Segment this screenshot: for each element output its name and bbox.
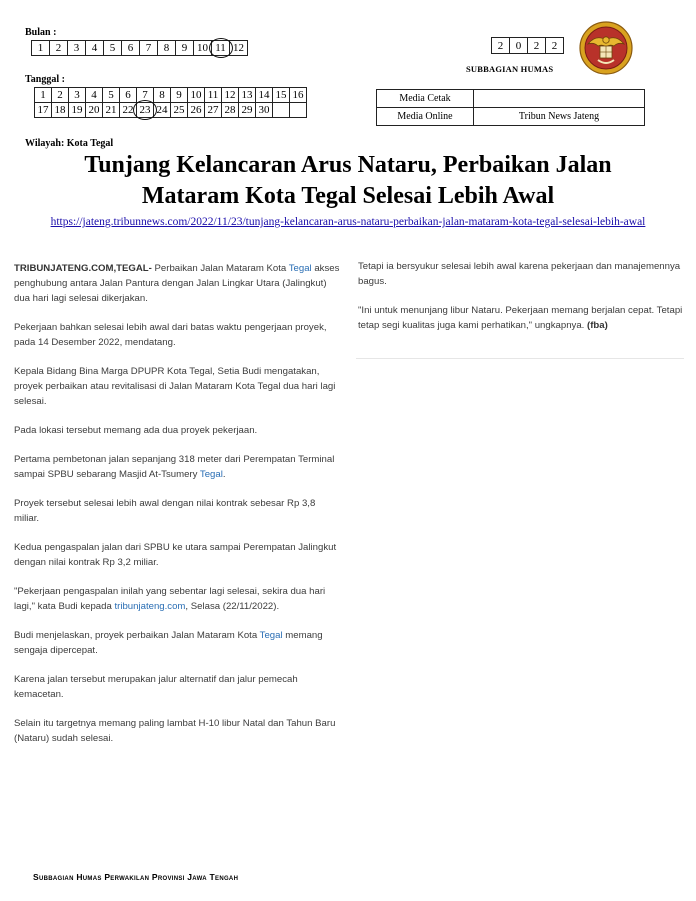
date-row2-cell: 25 (171, 103, 188, 118)
date-row1-cell: 12 (222, 88, 239, 103)
paragraph-1-text-end: akses penghubung antara Jalan Pantura dengan Jalan Lingkar Utara (Jalingkut) dua hari lagi selesai dikerjakan. (14, 263, 340, 304)
paragraph-1-text: Perbaikan Jalan Mataram Kota (151, 263, 289, 274)
author-initials: (fba) (587, 320, 608, 331)
subbagian-humas-label: SUBBAGIAN HUMAS (466, 64, 554, 74)
month-row-cell: 12 (230, 41, 248, 56)
paragraph-9-text: Budi menjelaskan, proyek perbaikan Jalan Mataram Kota (14, 630, 260, 641)
month-row-cell: 5 (104, 41, 122, 56)
month-row-cell: 8 (158, 41, 176, 56)
date-row2-cell: 21 (103, 103, 120, 118)
date-row1-cell: 13 (239, 88, 256, 103)
date-row1-cell: 11 (205, 88, 222, 103)
date-row1-cell: 7 (137, 88, 154, 103)
date-grid (34, 87, 307, 118)
month-row-cell: 3 (68, 41, 86, 56)
date-row2-cell: 22 (120, 103, 137, 118)
date-row1-cell: 5 (103, 88, 120, 103)
year-row-cell: 0 (510, 38, 528, 54)
date-row1-cell: 16 (290, 88, 307, 103)
article-url-link[interactable]: https://jateng.tribunnews.com/2022/11/23/tunjang-kelancaran-arus-nataru-perbaikan-jalan-mataram-kota-tegal-selesai-lebih-awal (50, 216, 646, 228)
paragraph-10: Karena jalan tersebut merupakan jalur alternatif dan jalur pemecah kemacetan. (14, 674, 298, 700)
paragraph-8-text-end: , Selasa (22/11/2022). (185, 601, 280, 612)
date-row1-cell: 10 (188, 88, 205, 103)
date-row1-cell: 6 (120, 88, 137, 103)
date-row2-cell: 23 (137, 103, 154, 118)
year-box (491, 37, 564, 54)
month-row-cell: 1 (32, 41, 50, 56)
media-online-label: Media Online (377, 108, 474, 126)
wilayah-label: Wilayah: Kota Tegal (25, 138, 114, 149)
date-row2-cell: 20 (86, 103, 103, 118)
paragraph-5-text-end: . (222, 469, 226, 480)
date-row1-cell: 2 (52, 88, 69, 103)
date-row2-cell: 30 (256, 103, 273, 118)
tegal-link[interactable]: Tegal (259, 630, 283, 641)
right-paragraph-2-text: "Ini untuk menunjang libur Nataru. Pekerjaan memang berjalan cepat. Tetapi tetap segi kualitas juga kami perhatikan," ungkapnya. (358, 305, 683, 331)
month-grid (31, 40, 248, 56)
tribunjateng-link[interactable]: tribunjateng.com (114, 601, 186, 612)
tanggal-label: Tanggal : (25, 74, 65, 85)
month-row-cell: 2 (50, 41, 68, 56)
media-cetak-label: Media Cetak (377, 90, 474, 108)
media-online-value: Tribun News Jateng (474, 108, 645, 126)
media-cetak-value (474, 90, 645, 108)
paragraph-9 (14, 628, 342, 658)
month-row-cell: 9 (176, 41, 194, 56)
divider (356, 358, 684, 359)
date-row2-cell: 27 (205, 103, 222, 118)
paragraph-7: Kedua pengaspalan jalan dari SPBU ke utara sampai Perempatan Jalingkut dengan nilai kontrak Rp 3,2 miliar. (14, 542, 337, 568)
date-row1-cell: 15 (273, 88, 290, 103)
right-paragraph-1: Tetapi ia bersyukur selesai lebih awal karena pekerjaan dan manajemennya bagus. (358, 261, 681, 287)
year-row-cell: 2 (492, 38, 510, 54)
paragraph-3: Kepala Bidang Bina Marga DPUPR Kota Tegal, Setia Budi mengatakan, proyek perbaikan atau revitalisasi di Jalan Mataram Kota Tegal dua hari lagi selesai. (14, 366, 336, 407)
paragraph-6: Proyek tersebut selesai lebih awal dengan nilai kontrak sebesar Rp 3,8 miliar. (14, 498, 316, 524)
paragraph-11: Selain itu targetnya memang paling lambat H-10 libur Natal dan Tahun Baru (Nataru) sudah selesai. (14, 718, 336, 744)
right-paragraph-2 (358, 303, 683, 333)
paragraph-5-text: Pertama pembetonan jalan sepanjang 318 meter dari Perempatan Terminal sampai SPBU sebarang Masjid At-Tsumery (14, 454, 335, 480)
month-row-cell: 7 (140, 41, 158, 56)
date-row1-cell: 8 (154, 88, 171, 103)
date-row2-cell: 29 (239, 103, 256, 118)
tegal-link[interactable]: Tegal (199, 469, 223, 480)
dateline: TRIBUNJATENG.COM,TEGAL- (14, 263, 152, 274)
bulan-label: Bulan : (25, 27, 57, 38)
footer-text: Subbagian Humas Perwakilan Provinsi Jawa Tengah (33, 872, 239, 882)
paragraph-8 (14, 584, 342, 614)
date-row2-cell: 26 (188, 103, 205, 118)
date-row1-cell: 1 (35, 88, 52, 103)
date-row1-cell: 4 (86, 88, 103, 103)
date-row2-cell: 28 (222, 103, 239, 118)
month-row-cell: 4 (86, 41, 104, 56)
date-row1-cell: 14 (256, 88, 273, 103)
paragraph-1 (14, 261, 342, 306)
garuda-emblem-icon (578, 20, 634, 76)
date-row2-cell (273, 103, 290, 118)
paragraph-4: Pada lokasi tersebut memang ada dua proyek pekerjaan. (14, 425, 258, 436)
article-title: Tunjang Kelancaran Arus Nataru, Perbaikan Jalan Mataram Kota Tegal Selesai Lebih Awal (84, 152, 612, 209)
article-right-column (358, 259, 683, 347)
year-row-cell: 2 (546, 38, 564, 54)
paragraph-9-text-end: memang sengaja dipercepat. (14, 630, 323, 656)
paragraph-2: Pekerjaan bahkan selesai lebih awal dari batas waktu pengerjaan proyek, pada 14 Desember 2022, mendatang. (14, 322, 327, 348)
year-row-cell: 2 (528, 38, 546, 54)
date-row2-cell (290, 103, 307, 118)
month-row-cell: 11 (212, 41, 230, 56)
paragraph-8-text: "Pekerjaan pengaspalan inilah yang sebentar lagi selesai, sekira dua hari lagi," kata Budi kepada (14, 586, 326, 612)
article-left-column (14, 261, 342, 760)
date-row1-cell: 3 (69, 88, 86, 103)
paragraph-5 (14, 452, 342, 482)
date-row2-cell: 19 (69, 103, 86, 118)
month-row-cell: 6 (122, 41, 140, 56)
media-table (376, 89, 645, 126)
date-row2-cell: 24 (154, 103, 171, 118)
date-row2-cell: 17 (35, 103, 52, 118)
date-row2-cell: 18 (52, 103, 69, 118)
month-row-cell: 10 (194, 41, 212, 56)
date-row1-cell: 9 (171, 88, 188, 103)
tegal-link[interactable]: Tegal (288, 263, 312, 274)
